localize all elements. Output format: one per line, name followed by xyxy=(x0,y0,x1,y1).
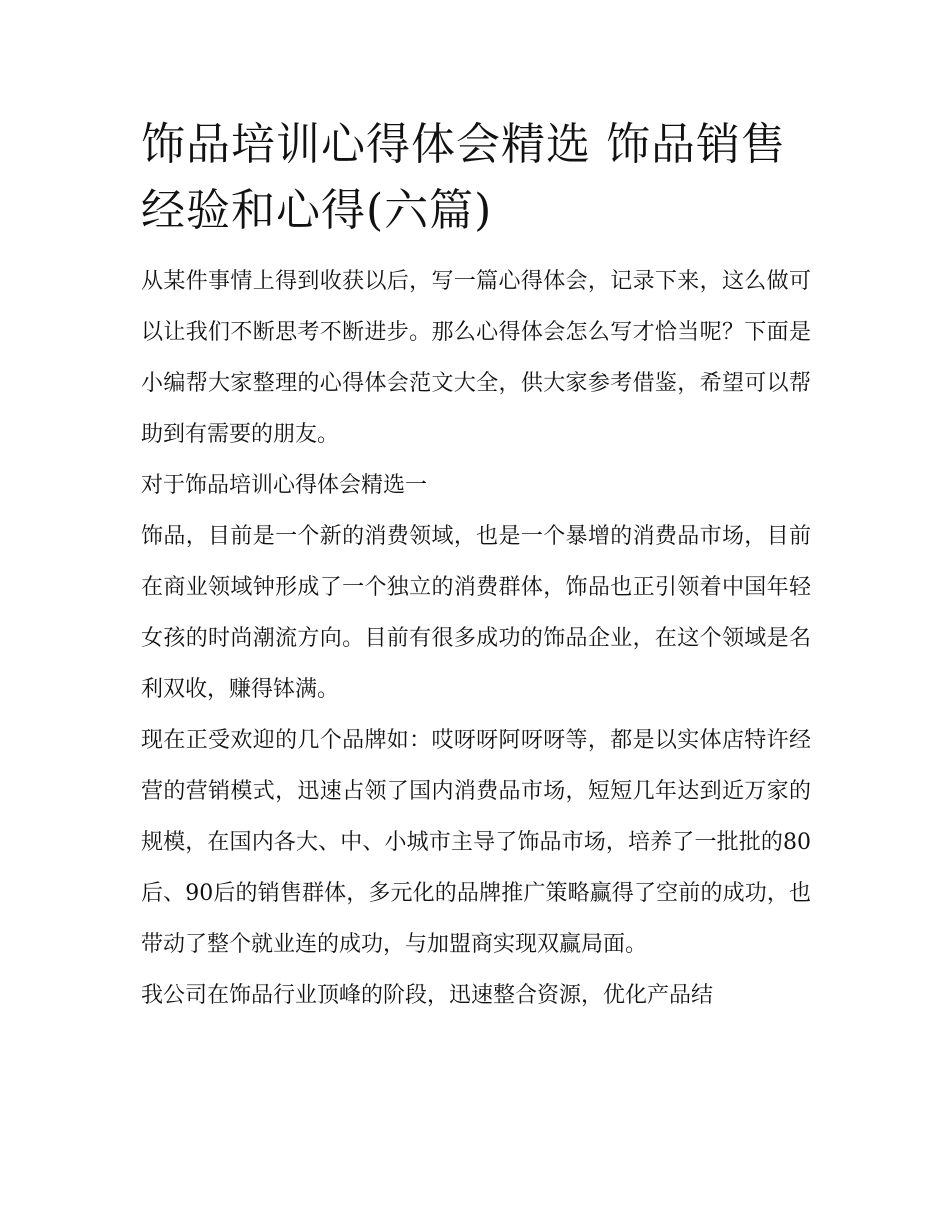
body-paragraph-3: 我公司在饰品行业顶峰的阶段，迅速整合资源，优化产品结 xyxy=(141,983,714,1008)
section-heading: 对于饰品培训心得体会精选一 xyxy=(141,473,428,498)
document-title: 饰品培训心得体会精选 饰品销售经验和心得(六篇) xyxy=(141,119,786,236)
document-page xyxy=(141,112,811,1021)
body-paragraph-2: 现在正受欢迎的几个品牌如：哎呀呀阿呀呀等，都是以实体店特许经营的营销模式，迅速占领了国内消费品市场，短短几年达到近万家的规模，在国内各大、中、小城市主导了饰品市场，培养了一批批的80后、90后的销售群体，多元化的品牌推广策略赢得了空前的成功，也带动了整个就业连的成功，与加盟商实现双赢局面。 xyxy=(141,728,811,957)
body-paragraph-1: 饰品，目前是一个新的消费领域，也是一个暴增的消费品市场，目前在商业领域钟形成了一个独立的消费群体，饰品也正引领着中国年轻女孩的时尚潮流方向。目前有很多成功的饰品企业，在这个领域是名利双收，赚得钵满。 xyxy=(141,524,811,702)
intro-paragraph: 从某件事情上得到收获以后，写一篇心得体会，记录下来，这么做可以让我们不断思考不断进步。那么心得体会怎么写才恰当呢？下面是小编帮大家整理的心得体会范文大全，供大家参考借鉴，希望可以帮助到有需要的朋友。 xyxy=(141,269,811,447)
